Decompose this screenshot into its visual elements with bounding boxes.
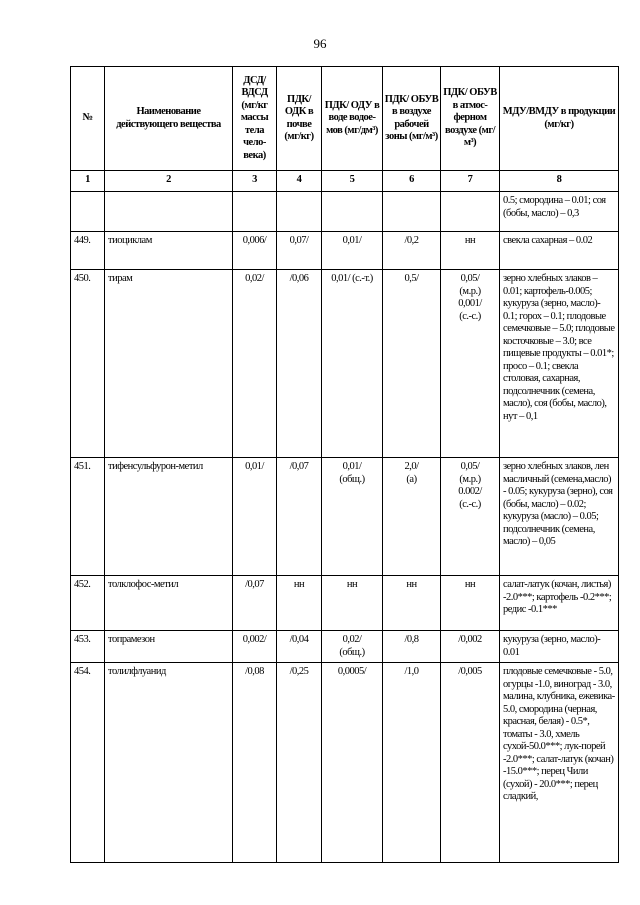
dsd-value: /0,07 xyxy=(233,576,277,631)
header-dsd: ДСД/ ВДСД (мг/кг массы тела чело-века) xyxy=(233,67,277,171)
header-mdu: МДУ/ВМДУ в продукции (мг/кг) xyxy=(500,67,619,171)
pdk-atm-air-value: /0,002 xyxy=(441,631,500,663)
header-pdk-soil: ПДК/ ОДК в почве (мг/кг) xyxy=(277,67,322,171)
row-number: 452. xyxy=(71,576,105,631)
pdk-soil-value: /0,04 xyxy=(277,631,322,663)
dsd-value: 0,01/ xyxy=(233,458,277,576)
column-number: 1 xyxy=(71,171,105,192)
substance-name: тирам xyxy=(105,270,233,458)
row-number xyxy=(71,192,105,232)
substance-name xyxy=(105,192,233,232)
pdk-work-air-value: 0,5/ xyxy=(383,270,441,458)
pdk-work-air-value: /0,8 xyxy=(383,631,441,663)
substance-name: тиоциклам xyxy=(105,232,233,270)
dsd-value: /0,08 xyxy=(233,663,277,863)
pdk-soil-value xyxy=(277,192,322,232)
pdk-water-value: 0,01/ (с.-т.) xyxy=(322,270,383,458)
pdk-water-value: 0,0005/ xyxy=(322,663,383,863)
table-row xyxy=(71,458,619,576)
substance-name: толклофос-метил xyxy=(105,576,233,631)
pdk-work-air-value: /1,0 xyxy=(383,663,441,863)
mdu-value: салат-латук (кочан, листья) -2.0***; картофель -0.2***; редис -0.1*** xyxy=(500,576,619,631)
column-number: 3 xyxy=(233,171,277,192)
pdk-atm-air-value: /0,005 xyxy=(441,663,500,863)
mdu-value: плодовые семечковые - 5.0, огурцы -1.0, виноград - 3.0, малина, клубника, ежевика- 5.0, смородина (черная, красная, белая) - 0.5*, томаты - 3.0, хмель сухой-50.0***; лук-порей -2.0***; салат-латук (кочан) -15.0***; перец Чили (сухой) - 20.0***; перец сладкий, xyxy=(500,663,619,863)
header-row xyxy=(71,67,619,171)
mdu-value: кукуруза (зерно, масло)- 0.01 xyxy=(500,631,619,663)
pdk-soil-value: /0,07 xyxy=(277,458,322,576)
row-number: 450. xyxy=(71,270,105,458)
header-number: № xyxy=(71,67,105,171)
pdk-work-air-value: нн xyxy=(383,576,441,631)
pdk-soil-value: нн xyxy=(277,576,322,631)
pdk-soil-value: 0,07/ xyxy=(277,232,322,270)
mdu-value: 0.5; смородина – 0.01; соя (бобы, масло) – 0,3 xyxy=(500,192,619,232)
pdk-work-air-value xyxy=(383,192,441,232)
header-substance: Наименование действующего вещества xyxy=(105,67,233,171)
pdk-atm-air-value: нн xyxy=(441,232,500,270)
table-row xyxy=(71,270,619,458)
pdk-water-value xyxy=(322,192,383,232)
column-number: 8 xyxy=(500,171,619,192)
page-number: 96 xyxy=(313,36,327,51)
table-row xyxy=(71,631,619,663)
column-number: 5 xyxy=(322,171,383,192)
mdu-value: свекла сахарная – 0.02 xyxy=(500,232,619,270)
pdk-water-value: 0,02/ (общ.) xyxy=(322,631,383,663)
pdk-atm-air-value: 0,05/ (м.р.) 0.002/ (с.-с.) xyxy=(441,458,500,576)
row-number: 454. xyxy=(71,663,105,863)
pdk-water-value: нн xyxy=(322,576,383,631)
column-number-row xyxy=(71,171,619,192)
table-row xyxy=(71,192,619,232)
pdk-work-air-value: 2,0/ (а) xyxy=(383,458,441,576)
header-pdk-water: ПДК/ ОДУ в воде водое-мов (мг/дм³) xyxy=(322,67,383,171)
substance-name: тифенсульфурон-метил xyxy=(105,458,233,576)
header-pdk-atm-air: ПДК/ ОБУВ в атмос-ферном воздухе (мг/м³) xyxy=(441,67,500,171)
column-number: 7 xyxy=(441,171,500,192)
pdk-soil-value: /0,25 xyxy=(277,663,322,863)
pdk-atm-air-value xyxy=(441,192,500,232)
row-number: 449. xyxy=(71,232,105,270)
dsd-value: 0,006/ xyxy=(233,232,277,270)
pdk-soil-value: /0,06 xyxy=(277,270,322,458)
pdk-water-value: 0,01/ xyxy=(322,232,383,270)
substance-name: толилфлуанид xyxy=(105,663,233,863)
dsd-value: 0,02/ xyxy=(233,270,277,458)
column-number: 6 xyxy=(383,171,441,192)
column-number: 2 xyxy=(105,171,233,192)
table-row xyxy=(71,663,619,863)
substance-name: топрамезон xyxy=(105,631,233,663)
pdk-atm-air-value: 0,05/ (м.р.) 0,001/ (с.-с.) xyxy=(441,270,500,458)
dsd-value xyxy=(233,192,277,232)
row-number: 451. xyxy=(71,458,105,576)
pdk-work-air-value: /0,2 xyxy=(383,232,441,270)
row-number: 453. xyxy=(71,631,105,663)
pesticide-table xyxy=(70,66,619,863)
column-number: 4 xyxy=(277,171,322,192)
mdu-value: зерно хлебных злаков, лен масличный (семена,масло) - 0.05; кукуруза (зерно), соя (бобы, масло) – 0.02; кукуруза (масло) – 0.05; подсолнечник (семена, масло) – 0,05 xyxy=(500,458,619,576)
table-row xyxy=(71,232,619,270)
header-pdk-work-air: ПДК/ ОБУВ в воздухе рабочей зоны (мг/м³) xyxy=(383,67,441,171)
pdk-atm-air-value: нн xyxy=(441,576,500,631)
pdk-water-value: 0,01/ (общ.) xyxy=(322,458,383,576)
table-row xyxy=(71,576,619,631)
dsd-value: 0,002/ xyxy=(233,631,277,663)
mdu-value: зерно хлебных злаков – 0.01; картофель-0.005; кукуруза (зерно, масло)- 0.1; горох – 0.1; плодовые семечковые – 5.0; плодовые косточковые – 3.0; все пищевые продукты – 0.01*; просо – 0.1; свекла столовая, сахарная, подсолнечник (семена, масло), соя (бобы, масло), нут – 0,1 xyxy=(500,270,619,458)
